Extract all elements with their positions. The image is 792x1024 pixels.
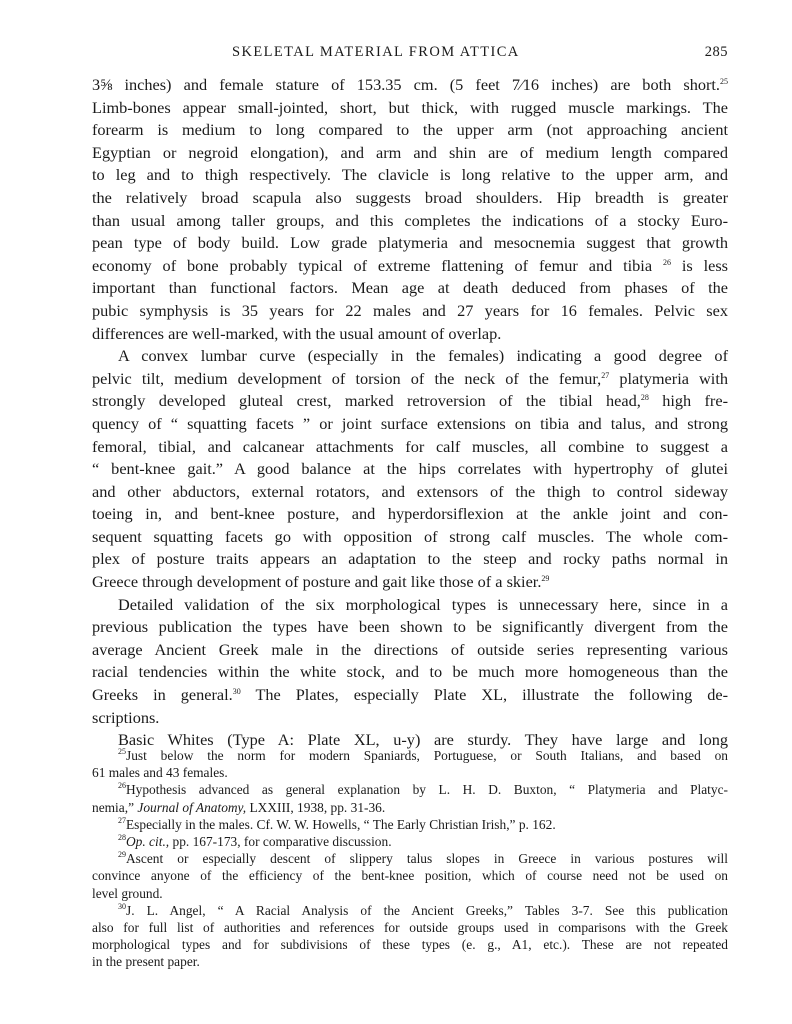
footnote-30: $^{30}$J. L. Angel, “ A Racial Analysis of the Ancient Greeks,” Tables 3-7. See this publication <box>118 901 728 918</box>
footnote-line: convince anyone of the efficiency of the bent-knee position, which of course need not be used on <box>92 868 728 884</box>
text-line: Greeks in general.$^{30}$ The Plates, especially Plate XL, illustrate the following de- <box>92 685 729 705</box>
footnote-28: $^{28}$Op. cit., pp. 167-173, for comparative discussion. <box>118 832 392 849</box>
text-line: racial tendencies within the white stock, and to be much more homogeneous than the <box>92 662 728 682</box>
footnote-ref[interactable]: 25 <box>720 77 728 86</box>
text-line: forearm is medium to long compared to the upper arm (not approaching ancient <box>92 120 728 140</box>
text-line: Limb-bones appear small-jointed, short, but thick, with rugged muscle markings. The <box>92 97 728 117</box>
main-text <box>92 74 728 752</box>
text-line: scriptions. <box>92 707 160 727</box>
footnote-line: level ground. <box>92 885 163 901</box>
text-line: femoral, tibial, and calcanear attachments for calf muscles, all combine to suggest a <box>92 436 728 456</box>
footnote-ref[interactable]: 29 <box>541 574 550 584</box>
text-line: economy of bone probably typical of extreme flattening of femur and tibia $^{26}$ is less <box>92 255 728 275</box>
footnote-line: also for full list of authorities and references for outside groups used in comparisons with the Greek <box>92 919 728 935</box>
text-line: differences are well-marked, with the usual amount of overlap. <box>92 323 502 343</box>
footnote-line: in the present paper. <box>92 954 200 970</box>
text-line: average Ancient Greek male in the directions of outside series representing various <box>92 639 728 659</box>
text-line: previous publication the types have been shown to be significantly divergent from the <box>92 617 728 637</box>
footnote-26: $^{26}$Hypothesis advanced as general explanation by L. H. D. Buxton, “ Platymeria and Platyc- <box>118 781 728 798</box>
text-line: sequent squatting facets go with opposition of strong calf muscles. The whole com- <box>92 526 728 546</box>
footnote-ref[interactable]: 26 <box>662 257 671 267</box>
text-line: Basic Whites (Type A: Plate XL, u-y) are sturdy. They have large and long <box>118 730 728 750</box>
text-line: “ bent-knee gait.” A good balance at the hips correlates with hypertrophy of glutei <box>92 459 728 479</box>
page-header <box>92 44 728 64</box>
footnote-ref[interactable]: 28 <box>640 393 649 403</box>
text-line: Detailed validation of the six morphological types is unnecessary here, since in a <box>118 594 728 614</box>
footnote-line: morphological types and for subdivisions of these types (e. g., A1, etc.). These are not repeated <box>92 937 728 953</box>
text-line: Egyptian or negroid elongation), and arm and shin are of medium length compared <box>92 142 728 162</box>
running-head: SKELETAL MATERIAL FROM ATTICA <box>232 44 520 60</box>
text-line: pean type of body build. Low grade platymeria and mesocnemia suggest that growth <box>92 233 728 253</box>
footnote-line: 61 males and 43 females. <box>92 765 228 781</box>
text-line: plex of posture traits appears an adaptation to the steep and rocky paths normal in <box>92 549 728 569</box>
footnote-ref[interactable]: 30 <box>232 687 241 697</box>
page-number: 285 <box>704 44 728 60</box>
text-line: 3⅝ inches) and female stature of 153.35 cm. (5 feet 7⁄16 inches) are both short.$^{25}$ <box>92 75 728 94</box>
footnote-25: $^{25}$Just below the norm for modern Spaniards, Portuguese, or South Italians, and based on <box>118 747 728 763</box>
text-line: and other abductors, external rotators, and extensors of the thigh to control sideway <box>92 481 728 501</box>
footnote-27: $^{27}$Especially in the males. Cf. W. W. Howells, “ The Early Christian Irish,” p. 162. <box>118 815 556 832</box>
footnote-29: $^{29}$Ascent or especially descent of slippery talus slopes in Greece in various postures will <box>118 850 728 867</box>
text-line: quency of “ squatting facets ” or joint surface extensions on tibia and talus, and strong <box>92 413 728 433</box>
text-line: to leg and to thigh respectively. The clavicle is long relative to the upper arm, and <box>92 165 728 185</box>
footnotes <box>92 747 728 970</box>
text-line: the relatively broad scapula also suggests broad shoulders. Hip breadth is greater <box>92 187 728 207</box>
text-line: pubic symphysis is 35 years for 22 males and 27 years for 16 females. Pelvic sex <box>92 300 728 320</box>
text-line: toeing in, and bent-knee posture, and hyperdorsiflexion at the ankle joint and con- <box>92 504 728 524</box>
footnote-ref[interactable]: 27 <box>601 370 610 380</box>
text-line: pelvic tilt, medium development of torsion of the neck of the femur,$^{27}$ platymeria with <box>92 368 728 388</box>
text-line: than usual among taller groups, and this completes the indications of a stocky Euro- <box>92 210 728 230</box>
text-line: Greece through development of posture and gait like those of a skier.$^{29}$ <box>92 572 550 592</box>
text-line: important than functional factors. Mean age at death deduced from phases of the <box>92 278 728 298</box>
footnote-line: nemia,” Journal of Anatomy, LXXIII, 1938, pp. 31-36. <box>92 799 386 815</box>
text-line: strongly developed gluteal crest, marked retroversion of the tibial head,$^{28}$ high fre- <box>92 391 729 411</box>
text-line: A convex lumbar curve (especially in the females) indicating a good degree of <box>118 346 728 366</box>
